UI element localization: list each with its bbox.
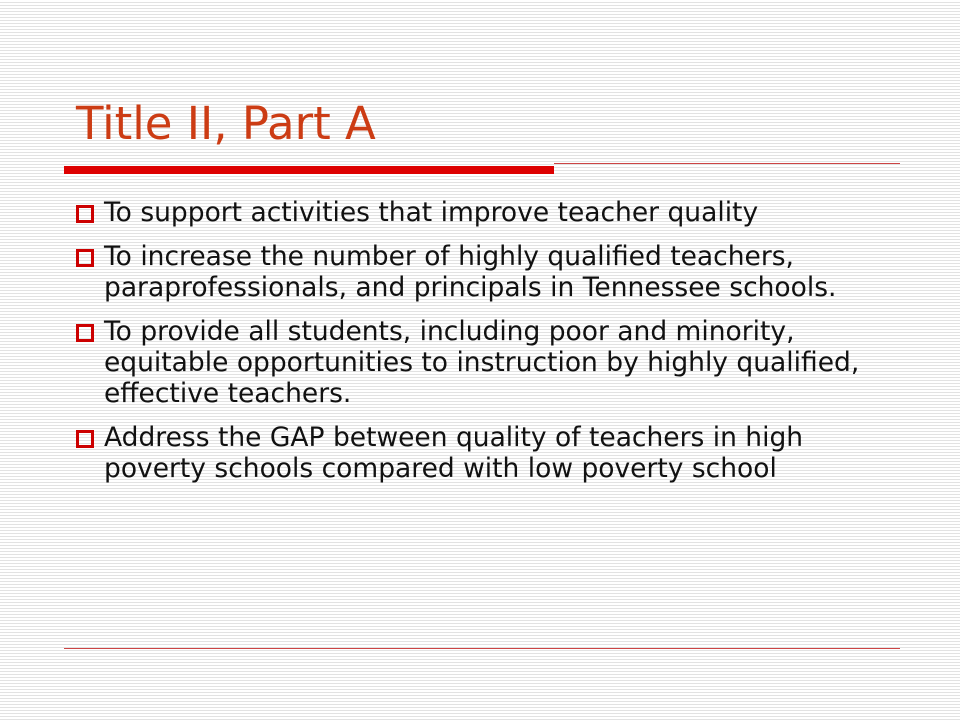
slide-title: Title II, Part A: [76, 97, 376, 150]
title-underline-thin: [554, 163, 900, 164]
bullet-text: To increase the number of highly qualified teachers, paraprofessionals, and principals in Tennessee schools.: [104, 241, 837, 303]
bullet-list: [74, 197, 904, 497]
bullet-item: [74, 316, 904, 409]
hollow-square-bullet-icon: [76, 249, 94, 267]
footer-rule: [64, 648, 900, 649]
bullet-item: [74, 197, 904, 228]
bullet-text: Address the GAP between quality of teachers in high poverty schools compared with low poverty school: [104, 422, 804, 484]
title-underline-thick: [64, 166, 554, 174]
hollow-square-bullet-icon: [76, 430, 94, 448]
bullet-text: To support activities that improve teacher quality: [104, 197, 759, 228]
bullet-item: [74, 241, 904, 303]
hollow-square-bullet-icon: [76, 324, 94, 342]
hollow-square-bullet-icon: [76, 205, 94, 223]
bullet-text: To provide all students, including poor and minority, equitable opportunities to instruction by highly qualified, effective teachers.: [104, 316, 860, 409]
bullet-item: [74, 422, 904, 484]
